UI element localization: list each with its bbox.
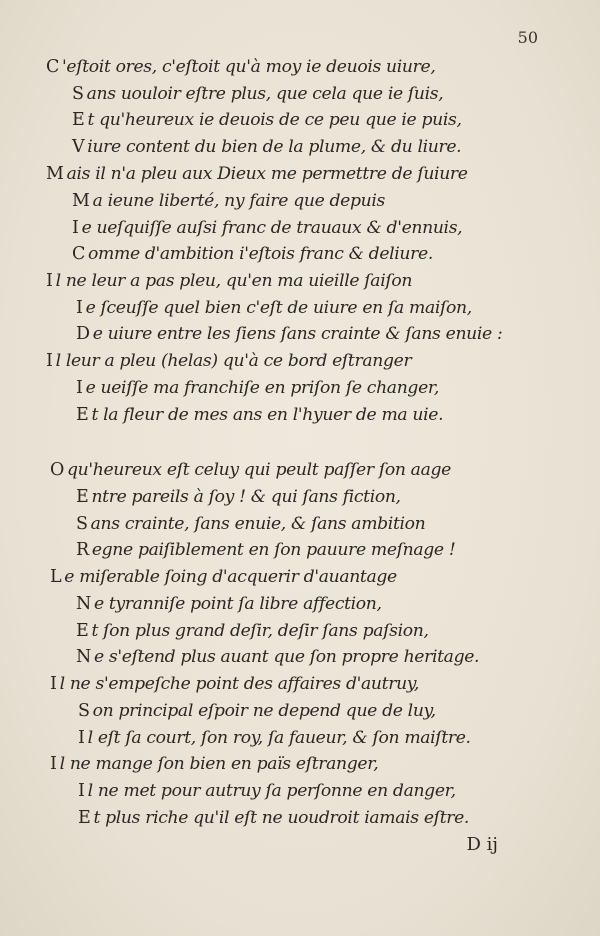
- verse-line: [72, 84, 443, 104]
- initial-capital: S: [78, 701, 90, 721]
- verse-line: [46, 164, 468, 184]
- line-text: l ne mange ſon bien en païs eſtranger,: [59, 754, 379, 774]
- initial-capital: E: [78, 808, 91, 828]
- verse-line: [76, 378, 439, 398]
- initial-capital: I: [76, 298, 83, 318]
- initial-capital: M: [72, 191, 90, 211]
- signature-mark: D ij: [466, 834, 498, 855]
- initial-capital: E: [72, 110, 85, 130]
- initial-capital: E: [76, 621, 89, 641]
- line-text: t qu'heureux ie deuois de ce peu que ie puis,: [87, 110, 462, 130]
- line-text: e tyranniſe point ſa libre affection,: [93, 594, 382, 614]
- line-text: qu'heureux eſt celuy qui peult paſſer ſon aage: [67, 460, 451, 480]
- initial-capital: I: [78, 781, 85, 801]
- verse-line: [76, 647, 479, 667]
- line-text: l leur a pleu (helas) qu'à ce bord eſtranger: [55, 351, 412, 371]
- initial-capital: N: [76, 647, 91, 667]
- verse-line: [76, 405, 443, 425]
- line-text: e uiure entre les ſiens ſans crainte & ſans enuie :: [92, 324, 503, 344]
- verse-line: [76, 540, 455, 560]
- initial-capital: E: [76, 487, 89, 507]
- page-number: 50: [517, 28, 538, 47]
- verse-line: [76, 324, 502, 344]
- line-text: omme d'ambition i'eſtois franc & deliure.: [88, 244, 433, 264]
- line-text: ntre pareils à ſoy ! & qui ſans fiction,: [91, 487, 401, 507]
- line-text: egne paiſiblement en ſon pauure meſnage !: [91, 540, 456, 560]
- initial-capital: N: [76, 594, 91, 614]
- line-text: l eſt ſa court, ſon roy, ſa faueur, & ſon maiſtre.: [87, 728, 471, 748]
- line-text: t ſon plus grand deſir, deſir ſans paſsion,: [91, 621, 429, 641]
- initial-capital: E: [76, 405, 89, 425]
- verse-line: [46, 57, 435, 77]
- line-text: e ſceuſſe quel bien c'eſt de uiure en ſa maiſon,: [85, 298, 472, 318]
- line-text: 'eſtoit ores, c'eſtoit qu'à moy ie deuois uiure,: [62, 57, 436, 77]
- line-text: e miſerable ſoing d'acquerir d'auantage: [64, 567, 397, 587]
- verse-line: [76, 298, 472, 318]
- verse-line: [50, 754, 378, 774]
- verse-line: [46, 351, 411, 371]
- verse-line: [72, 137, 461, 157]
- initial-capital: D: [76, 324, 90, 344]
- verse-line: [78, 728, 471, 748]
- line-text: l ne s'empeſche point des affaires d'autruy,: [59, 674, 419, 694]
- initial-capital: I: [50, 674, 57, 694]
- verse-line: [50, 460, 451, 480]
- line-text: l ne leur a pas pleu, qu'en ma uieille ſaiſon: [55, 271, 413, 291]
- line-text: on principal eſpoir ne depend que de luy,: [92, 701, 436, 721]
- line-text: l ne met pour autruy ſa perſonne en danger,: [87, 781, 456, 801]
- verse-line: [72, 110, 462, 130]
- verse-line: [76, 514, 425, 534]
- line-text: ans crainte, ſans enuie, & ſans ambition: [90, 514, 426, 534]
- initial-capital: R: [76, 540, 89, 560]
- verse-line: [50, 674, 419, 694]
- line-text: t la fleur de mes ans en l'hyuer de ma uie.: [91, 405, 444, 425]
- verse-line: [78, 781, 456, 801]
- initial-capital: I: [72, 218, 79, 238]
- initial-capital: C: [72, 244, 86, 264]
- line-text: ais il n'a pleu aux Dieux me permettre de ſuiure: [66, 164, 468, 184]
- initial-capital: M: [46, 164, 64, 184]
- line-text: ans uouloir eſtre plus, que cela que ie ſuis,: [86, 84, 444, 104]
- line-text: e ueiſſe ma franchiſe en priſon ſe changer,: [85, 378, 439, 398]
- verse-line: [76, 594, 382, 614]
- verse-line: [72, 218, 462, 238]
- verse-line: [78, 808, 469, 828]
- verse-line: [72, 244, 433, 264]
- initial-capital: S: [76, 514, 88, 534]
- verse-line: [46, 271, 412, 291]
- initial-capital: I: [78, 728, 85, 748]
- initial-capital: I: [46, 271, 53, 291]
- initial-capital: I: [50, 754, 57, 774]
- verse-line: [50, 567, 397, 587]
- line-text: e s'eſtend plus auant que ſon propre heritage.: [93, 647, 480, 667]
- verse-line: [72, 191, 385, 211]
- verse-line: [78, 701, 436, 721]
- verse-line: [76, 621, 429, 641]
- line-text: e ueſquiſſe auſsi franc de trauaux & d'ennuis,: [81, 218, 463, 238]
- verse-line: [76, 487, 401, 507]
- line-text: iure content du bien de la plume, & du liure.: [87, 137, 462, 157]
- initial-capital: S: [72, 84, 84, 104]
- line-text: a ieune liberté, ny faire que depuis: [92, 191, 385, 211]
- initial-capital: C: [46, 57, 60, 77]
- initial-capital: I: [76, 378, 83, 398]
- initial-capital: L: [50, 567, 62, 587]
- initial-capital: V: [72, 137, 85, 157]
- initial-capital: I: [46, 351, 53, 371]
- line-text: t plus riche qu'il eſt ne uoudroit iamais eſtre.: [93, 808, 470, 828]
- initial-capital: O: [50, 460, 64, 480]
